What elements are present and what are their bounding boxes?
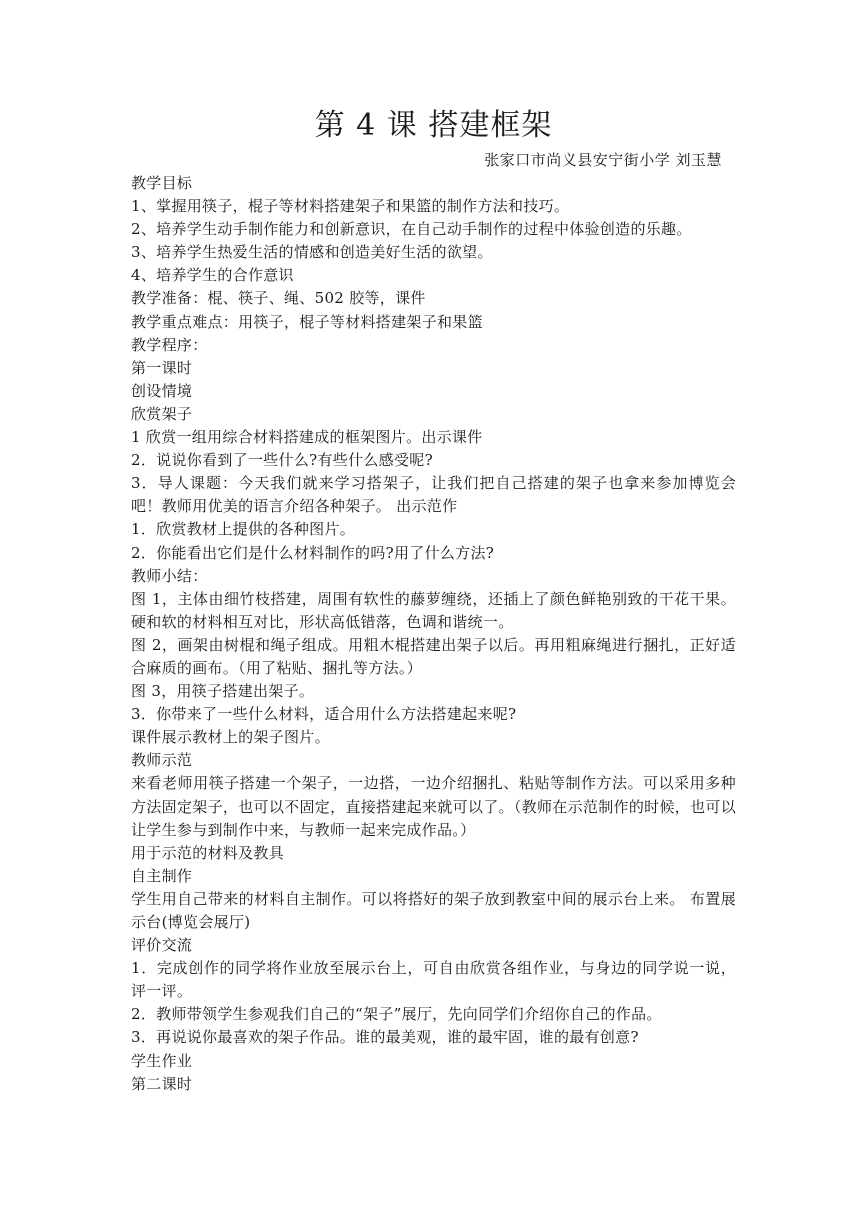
document-title: 第 4 课 搭建框架	[314, 108, 553, 143]
paragraph: 图 1，主体由细竹枝搭建，周围有软性的藤萝缠绕，还插上了颜色鲜艳别致的干花干果。硬和软的材料相互对比，形状高低错落，色调和谐统一。	[131, 589, 736, 631]
paragraph: 1 欣赏一组用综合材料搭建成的框架图片。出示课件	[131, 428, 483, 447]
paragraph: 1、掌握用筷子，棍子等材料搭建架子和果篮的制作方法和技巧。	[131, 197, 570, 216]
paragraph: 图 2，画架由树棍和绳子组成。用粗木棍搭建出架子以后。再用粗麻绳进行捆扎，正好适合麻质的画布。（用了粘贴、捆扎等方法。）	[131, 635, 736, 677]
paragraph: 3．你带来了一些什么材料，适合用什么方法搭建起来呢?	[131, 705, 517, 724]
paragraph: 自主制作	[131, 866, 193, 885]
paragraph: 用于示范的材料及教具	[131, 843, 285, 862]
paragraph: 教师示范	[131, 751, 193, 770]
paragraph: 教学准备：棍、筷子、绳、502 胶等，课件	[131, 289, 426, 308]
paragraph: 课件展示教材上的架子图片。	[131, 728, 330, 747]
paragraph: 学生用自己带来的材料自主制作。可以将搭好的架子放到教室中间的展示台上来。 布置展示台(博览会展厅)	[131, 889, 736, 931]
paragraph: 创设情境	[131, 381, 193, 400]
document-author: 张家口市尚义县安宁街小学 刘玉慧	[484, 151, 722, 169]
paragraph: 欣赏架子	[131, 404, 193, 423]
paragraph: 第一课时	[131, 358, 193, 377]
paragraph: 图 3，用筷子搭建出架子。	[131, 682, 315, 701]
paragraph: 2．你能看出它们是什么材料制作的吗?用了什么方法?	[131, 543, 495, 562]
paragraph: 3．导人课题：今天我们就来学习搭架子，让我们把自己搭建的架子也拿来参加博览会吧！教师用优美的语言介绍各种架子。 出示范作	[131, 474, 736, 516]
paragraph: 教学目标	[131, 174, 193, 192]
paragraph: 2．教师带领学生参观我们自己的“架子”展厅，先向同学们介绍你自己的作品。	[131, 1005, 662, 1024]
paragraph: 3、培养学生热爱生活的情感和创造美好生活的欲望。	[131, 243, 493, 262]
paragraph: 3．再说说你最喜欢的架子作品。谁的最美观，谁的最牢固，谁的最有创意?	[131, 1028, 639, 1047]
paragraph: 4、培养学生的合作意识	[131, 266, 294, 285]
paragraph: 教师小结：	[131, 566, 208, 585]
paragraph: 来看老师用筷子搭建一个架子，一边搭，一边介绍捆扎、粘贴等制作方法。可以采用多种方法固定架子，也可以不固定，直接搭建起来就可以了。（教师在示范制作的时候，也可以让学生参与到制作中来，与教师一起来完成作品。）	[131, 774, 736, 839]
paragraph: 1．欣赏教材上提供的各种图片。	[131, 520, 356, 539]
paragraph: 2、培养学生动手制作能力和创新意识，在自己动手制作的过程中体验创造的乐趣。	[131, 220, 692, 239]
document-page	[131, 104, 736, 1096]
paragraph: 学生作业	[131, 1051, 193, 1070]
paragraph: 教学重点难点：用筷子，棍子等材料搭建架子和果篮	[131, 312, 483, 331]
paragraph: 教学程序：	[131, 335, 208, 354]
paragraph: 第二课时	[131, 1074, 193, 1093]
paragraph: 评价交流	[131, 936, 193, 955]
paragraph: 2．说说你看到了一些什么?有些什么感受呢?	[131, 451, 433, 470]
document-body	[131, 172, 736, 1096]
paragraph: 1．完成创作的同学将作业放至展示台上，可自由欣赏各组作业，与身边的同学说一说，评一评。	[131, 959, 736, 1001]
